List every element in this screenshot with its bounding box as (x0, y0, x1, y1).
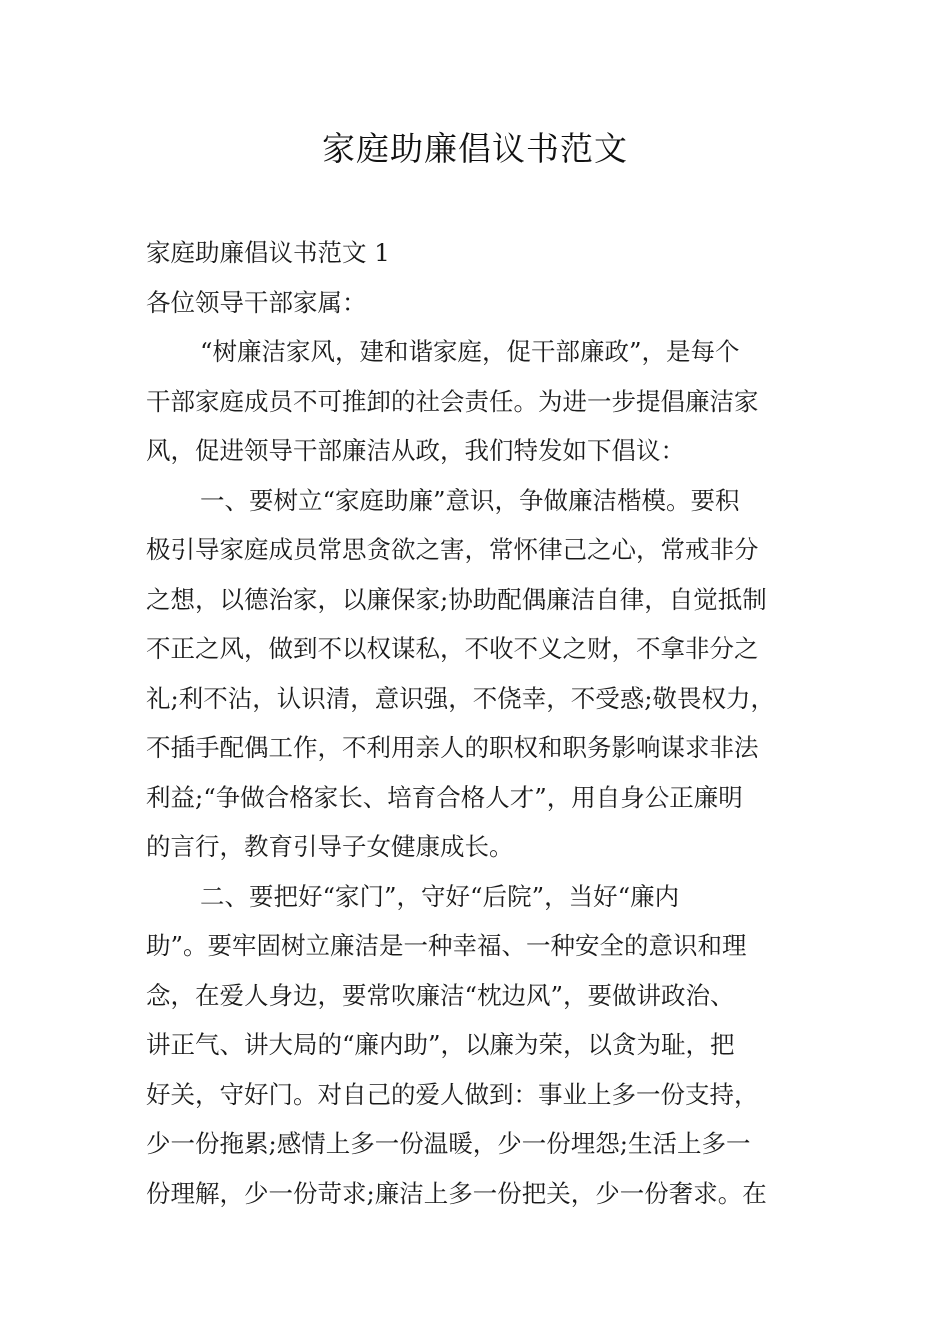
body-line: 极引导家庭成员常思贪欲之害，常怀律己之心，常戒非分 (146, 535, 759, 564)
body-line: 份理解，少一份苛求;廉洁上多一份把关，少一份奢求。在 (146, 1178, 767, 1208)
body-line: “树廉洁家风，建和谐家庭，促干部廉政”，是每个 (200, 337, 740, 366)
document-title: 家庭助廉倡议书范文 (322, 129, 628, 168)
body-line: 少一份拖累;感情上多一份温暖，少一份埋怨;生活上多一 (146, 1129, 751, 1158)
document-body (146, 228, 821, 1218)
body-line: 好关，守好门。对自己的爱人做到：事业上多一份支持， (146, 1079, 759, 1109)
body-line: 风，促进领导干部廉洁从政，我们特发如下倡议： (146, 436, 685, 465)
body-line: 不正之风，做到不以权谋私，不收不义之财，不拿非分之 (146, 634, 759, 663)
body-line: 的言行，教育引导子女健康成长。 (146, 832, 514, 861)
body-line: 二、要把好“家门”，守好“后院”，当好“廉内 (200, 881, 680, 911)
body-line: 干部家庭成员不可推卸的社会责任。为进一步提倡廉洁家 (146, 386, 759, 416)
body-line: 不插手配偶工作，不利用亲人的职权和职务影响谋求非法 (146, 733, 759, 762)
body-line: 讲正气、讲大局的“廉内助”，以廉为荣，以贪为耻，把 (146, 1030, 735, 1059)
body-line: 礼;利不沾，认识清，意识强，不侥幸，不受惑;敬畏权力， (146, 683, 776, 713)
body-line: 一、要树立“家庭助廉”意识，争做廉洁楷模。要积 (200, 485, 740, 515)
body-line: 利益;“争做合格家长、培育合格人才”，用自身公正廉明 (146, 782, 743, 812)
body-line: 家庭助廉倡议书范文 1 (146, 238, 390, 267)
body-line: 助”。要牢固树立廉洁是一种幸福、一种安全的意识和理 (146, 931, 747, 960)
body-line: 念，在爱人身边，要常吹廉洁“枕边风”，要做讲政治、 (146, 980, 735, 1010)
body-line: 各位领导干部家属： (146, 287, 367, 317)
body-line: 之想，以德治家，以廉保家;协助配偶廉洁自律，自觉抵制 (146, 584, 767, 614)
